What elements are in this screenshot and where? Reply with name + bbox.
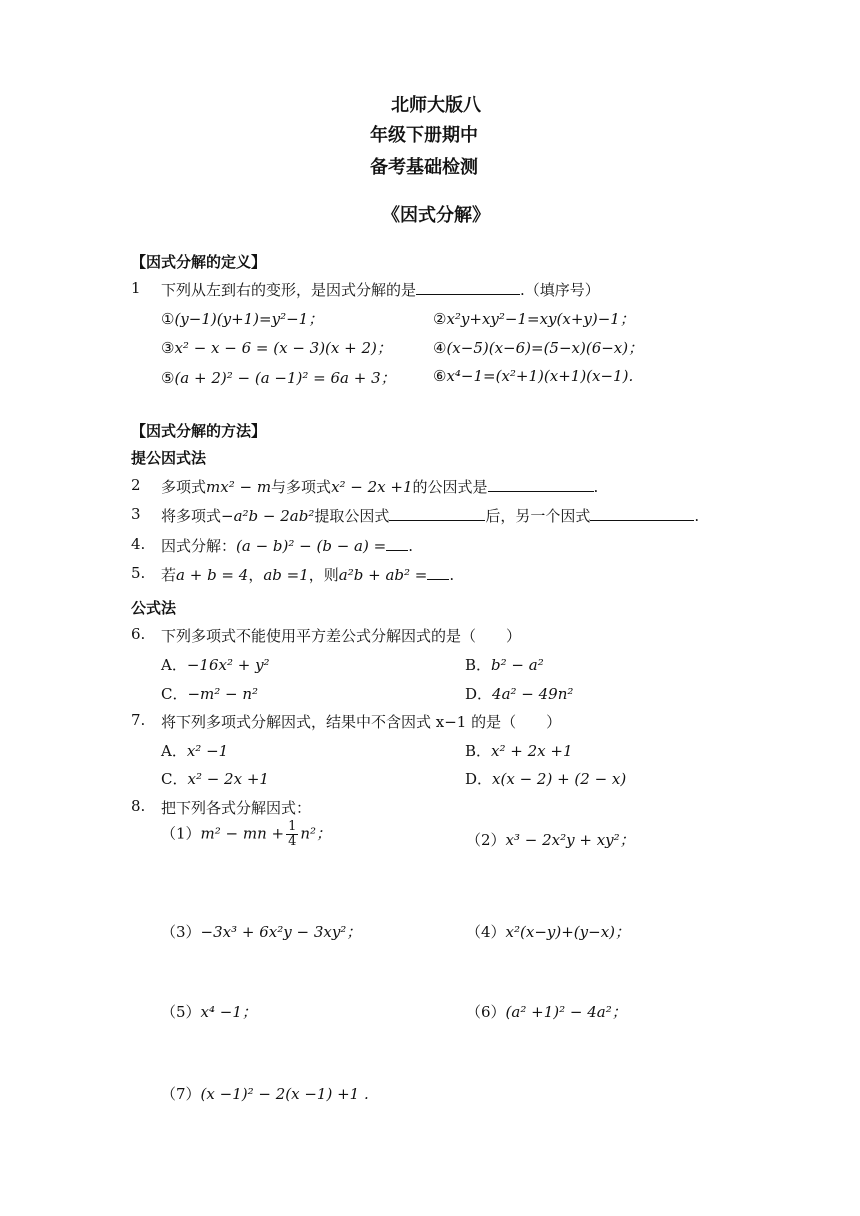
- question-number: 5.: [131, 564, 146, 582]
- math-expression: m² − mn +: [200, 824, 285, 843]
- subproblem-7: [161, 1083, 369, 1104]
- option-expression: x²y+xy²−1=xy(x+y)−1；: [446, 310, 635, 328]
- question-text: 后，另一个因式: [485, 507, 591, 525]
- question-text: 下列从左到右的变形，是因式分解的是: [161, 281, 417, 299]
- option-expression: x⁴−1=(x²+1)(x+1)(x−1).: [446, 367, 634, 385]
- question-6-stem: 下列多项式不能使用平方差公式分解因式的是（ ）: [161, 627, 522, 645]
- choice-b[interactable]: [465, 740, 573, 761]
- option-marker: ③: [161, 339, 175, 357]
- subproblem-label: （2）: [466, 831, 506, 849]
- math-expression: (a − b)² − (b − a) =: [236, 537, 387, 555]
- question-text: 因式分解：: [161, 537, 237, 555]
- question-number: 7.: [131, 711, 146, 729]
- math-expression: x² − 2x +1: [331, 478, 413, 496]
- title-line-2: 年级下册期中: [370, 125, 478, 146]
- choice-expression: −m² − n²: [187, 685, 259, 703]
- choice-expression: −16x² + y²: [186, 656, 270, 674]
- question-text: 若: [161, 566, 177, 584]
- option-marker: ④: [433, 339, 447, 357]
- math-expression: (x −1)² − 2(x −1) +1 .: [200, 1085, 369, 1103]
- choice-a[interactable]: [161, 740, 228, 761]
- choice-d[interactable]: [465, 768, 626, 789]
- fraction-denominator: 4: [288, 834, 297, 849]
- option-4: [433, 337, 643, 358]
- choice-expression: x(x − 2) + (2 − x): [492, 770, 627, 788]
- choice-label: A．: [161, 656, 187, 674]
- question-number: 1: [131, 279, 141, 297]
- math-expression: n²；: [300, 824, 332, 843]
- choice-b[interactable]: [465, 654, 544, 675]
- question-text: .（填序号）: [520, 281, 600, 299]
- choice-label: B．: [465, 656, 492, 674]
- option-5: [161, 367, 396, 388]
- answer-blank[interactable]: [389, 506, 485, 521]
- option-expression: x² − x − 6 = (x − 3)(x + 2)；: [174, 339, 392, 357]
- question-number: 8.: [131, 797, 146, 815]
- choice-c[interactable]: [161, 768, 269, 789]
- choice-expression: 4a² − 49n²: [492, 685, 574, 703]
- math-expression: x⁴ −1；: [200, 1003, 257, 1021]
- choice-label: D．: [465, 770, 493, 788]
- question-text: 将多项式: [161, 507, 222, 525]
- question-text: .: [694, 507, 700, 525]
- option-marker: ⑤: [161, 369, 175, 387]
- subproblem-label: （6）: [466, 1003, 506, 1021]
- subproblem-label: （4）: [466, 923, 506, 941]
- title-line-3: 备考基础检测: [370, 157, 478, 178]
- question-number: 4.: [131, 535, 146, 553]
- choice-label: C．: [161, 685, 188, 703]
- answer-blank[interactable]: [427, 565, 449, 580]
- option-marker: ②: [433, 310, 447, 328]
- subtitle: 《因式分解》: [382, 205, 490, 226]
- question-text: 提取公因式: [314, 507, 390, 525]
- question-text: .: [593, 478, 599, 496]
- option-expression: (a + 2)² − (a −1)² = 6a + 3；: [174, 369, 396, 387]
- question-text: 多项式: [161, 478, 207, 496]
- subproblem-4: [466, 921, 630, 942]
- question-number: 6.: [131, 625, 146, 643]
- subproblem-2: [466, 829, 635, 850]
- choice-label: D．: [465, 685, 493, 703]
- question-text: ，则: [308, 566, 339, 584]
- question-8-stem: 把下列各式分解因式：: [161, 799, 312, 817]
- subproblem-5: [161, 1001, 257, 1022]
- math-expression: mx² − m: [206, 478, 272, 496]
- option-expression: (x−5)(x−6)=(5−x)(6−x)；: [446, 339, 644, 357]
- math-expression: −3x³ + 6x²y − 3xy²；: [200, 923, 362, 941]
- option-6: [433, 367, 633, 385]
- question-text: .: [408, 537, 413, 555]
- fraction-numerator: 1: [288, 819, 297, 834]
- choice-expression: x² + 2x +1: [491, 742, 573, 760]
- choice-d[interactable]: [465, 683, 573, 704]
- math-expression: a²b + ab² =: [338, 566, 428, 584]
- subproblem-label: （7）: [161, 1085, 201, 1103]
- question-number: 2: [131, 476, 141, 494]
- subsection-common-factor: 提公因式法: [131, 449, 207, 467]
- choice-label: A．: [161, 742, 187, 760]
- question-text: .: [449, 566, 455, 584]
- question-4: [161, 535, 413, 556]
- math-expression: a + b = 4: [176, 566, 249, 584]
- section-heading-definition: 【因式分解的定义】: [131, 253, 267, 271]
- math-expression: (a² +1)² − 4a²；: [505, 1003, 627, 1021]
- answer-blank[interactable]: [386, 536, 408, 551]
- subproblem-1: [161, 820, 331, 849]
- subproblem-label: （5）: [161, 1003, 201, 1021]
- option-marker: ⑥: [433, 367, 447, 385]
- option-3: [161, 337, 392, 358]
- option-expression: (y−1)(y+1)=y²−1；: [174, 310, 324, 328]
- subproblem-label: （1）: [161, 824, 201, 843]
- option-2: [433, 308, 635, 329]
- math-expression: x³ − 2x²y + xy²；: [505, 831, 635, 849]
- subproblem-6: [466, 1001, 627, 1022]
- option-marker: ①: [161, 310, 175, 328]
- question-5: [161, 564, 454, 585]
- choice-a[interactable]: [161, 654, 270, 675]
- section-heading-methods: 【因式分解的方法】: [131, 422, 267, 440]
- question-text: 的公因式是: [412, 478, 488, 496]
- math-expression: −a²b − 2ab²: [221, 507, 315, 525]
- question-2: [161, 476, 598, 497]
- question-7-stem: 将下列多项式分解因式，结果中不含因式 x−1 的是（ ）: [161, 713, 562, 731]
- math-expression: x²(x−y)+(y−x)；: [505, 923, 631, 941]
- choice-label: C．: [161, 770, 188, 788]
- choice-expression: x² − 2x +1: [187, 770, 269, 788]
- question-text: 与多项式: [271, 478, 332, 496]
- subproblem-3: [161, 921, 361, 942]
- math-expression: ab =1: [263, 566, 309, 584]
- option-1: [161, 308, 323, 329]
- choice-expression: x² −1: [186, 742, 229, 760]
- choice-c[interactable]: [161, 683, 258, 704]
- subproblem-label: （3）: [161, 923, 201, 941]
- answer-blank[interactable]: [590, 506, 694, 521]
- subsection-formula: 公式法: [131, 599, 177, 617]
- question-1-stem: [161, 279, 600, 300]
- question-3: [161, 505, 699, 526]
- choice-expression: b² − a²: [491, 656, 544, 674]
- answer-blank[interactable]: [488, 477, 594, 492]
- choice-label: B．: [465, 742, 492, 760]
- question-text: ，: [248, 566, 264, 584]
- answer-blank[interactable]: [416, 280, 520, 295]
- question-number: 3: [131, 505, 141, 523]
- title-line-1: 北师大版八: [391, 95, 481, 116]
- fraction: [286, 820, 298, 849]
